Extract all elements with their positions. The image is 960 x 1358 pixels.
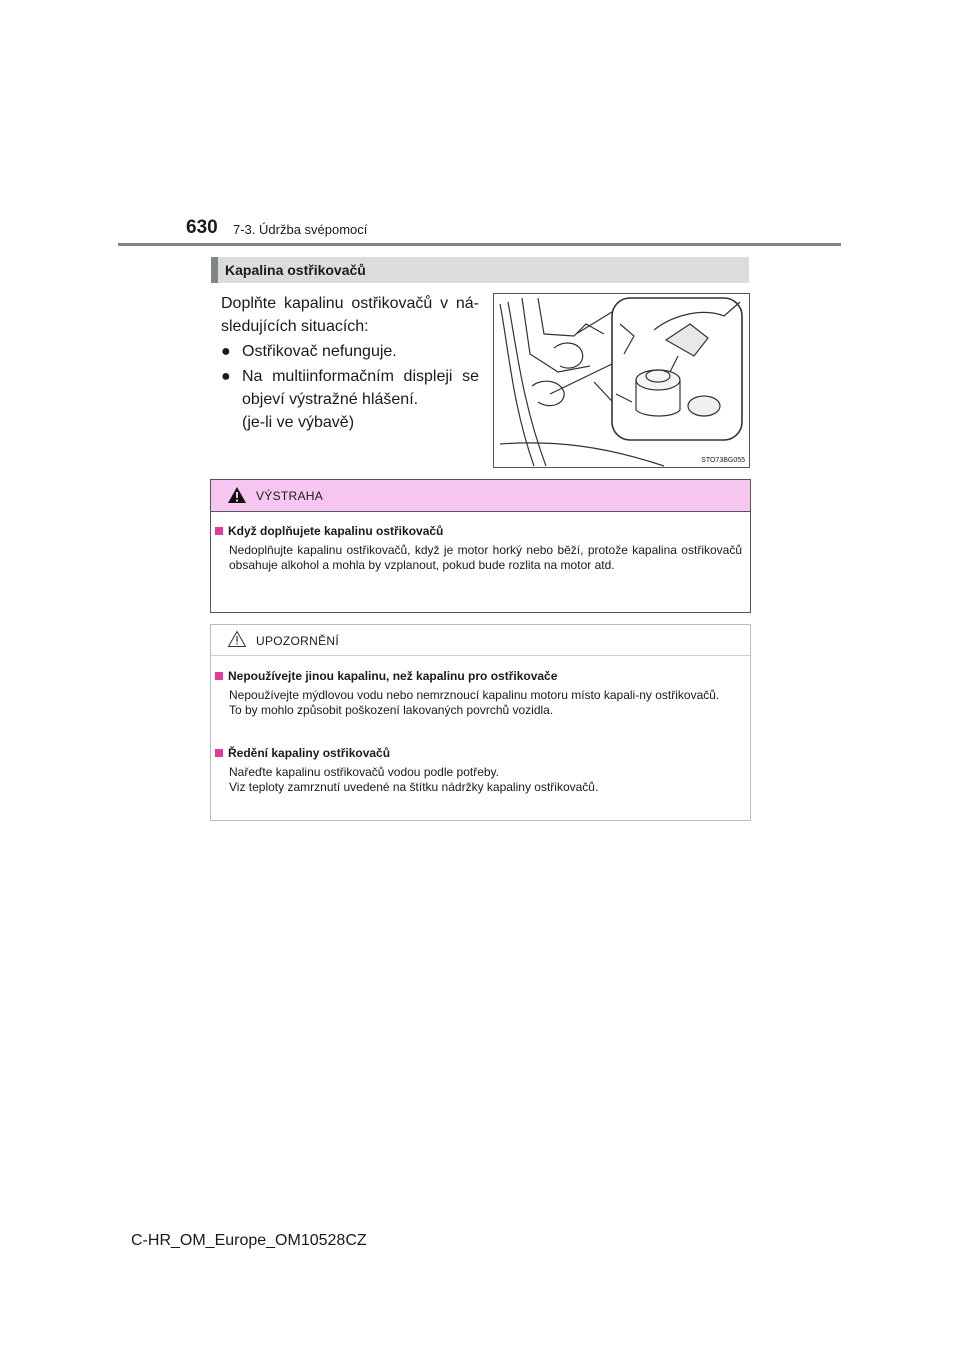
document-id-footer: C-HR_OM_Europe_OM10528CZ: [131, 1232, 367, 1249]
figure-code: STO73BG055: [701, 457, 745, 464]
page-number: 630: [186, 217, 218, 238]
notice-header: [211, 625, 750, 656]
notice-item-line: To by mohlo způsobit poškození lakovaných povrchů vozidla.: [229, 703, 554, 717]
intro-paragraph: Doplňte kapalinu ostřikovačů v ná-sledujících situacích:: [221, 295, 479, 335]
section-title: Kapalina ostřikovačů: [225, 262, 366, 278]
bullet-square-icon: [215, 672, 223, 680]
bullet-square-icon: [215, 527, 223, 535]
notice-box: [210, 624, 751, 821]
warning-triangle-icon: [227, 486, 247, 509]
equipment-note: (je-li ve výbavě): [242, 414, 355, 431]
bullet-square-icon: [215, 749, 223, 757]
bullet-item: [221, 365, 479, 411]
bullet-marker: ●: [221, 368, 231, 385]
section-title-bar: [211, 257, 749, 283]
notice-item-title-text: Nepoužívejte jinou kapalinu, než kapalinu pro ostřikovače: [228, 669, 558, 683]
washer-reservoir-illustration: [493, 293, 750, 468]
warning-label: VÝSTRAHA: [256, 489, 324, 503]
notice-item-title: [215, 669, 742, 683]
intro-text-block: [221, 292, 479, 434]
notice-item-title: [215, 746, 742, 760]
notice-item-line: Viz teploty zamrznutí uvedené na štítku nádržky kapaliny ostřikovačů.: [229, 780, 599, 794]
bullet-marker: ●: [221, 343, 231, 360]
warning-box: [210, 479, 751, 613]
warning-item-title: [215, 524, 742, 538]
header-divider: [118, 243, 841, 246]
warning-item-title-text: Když doplňujete kapalinu ostřikovačů: [228, 524, 444, 538]
bullet-text: Na multiinformačním displeji se objeví výstražné hlášení.: [242, 368, 479, 408]
notice-item: [215, 669, 742, 718]
bullet-text: Ostřikovač nefunguje.: [242, 343, 397, 360]
chapter-heading: 7-3. Údržba svépomocí: [233, 222, 368, 237]
bullet-item: [221, 340, 479, 363]
notice-item-body: [215, 688, 742, 718]
section-accent: [211, 257, 218, 283]
warning-header: [211, 480, 750, 512]
notice-item-line: Nepoužívejte mýdlovou vodu nebo nemrznoucí kapalinu motoru místo kapali-ny ostřikovačů.: [229, 688, 720, 702]
warning-item-line: Nedoplňujte kapalinu ostřikovačů, když je motor horký nebo běží, protože kapalina ostřikovačů obsahuje alkohol a mohla by vzplanout, pokud bude rozlita na motor atd.: [229, 543, 742, 572]
notice-item-body: [215, 765, 742, 795]
notice-item: [215, 746, 742, 795]
engine-bay-drawing: [494, 294, 749, 467]
warning-item-body: [215, 543, 742, 573]
notice-item-title-text: Ředění kapaliny ostřikovačů: [228, 746, 391, 760]
warning-item: [215, 524, 742, 573]
notice-label: UPOZORNĚNÍ: [256, 634, 340, 648]
notice-item-line: Nařeďte kapalinu ostřikovačů vodou podle potřeby.: [229, 765, 499, 779]
caution-triangle-icon: [227, 630, 247, 653]
